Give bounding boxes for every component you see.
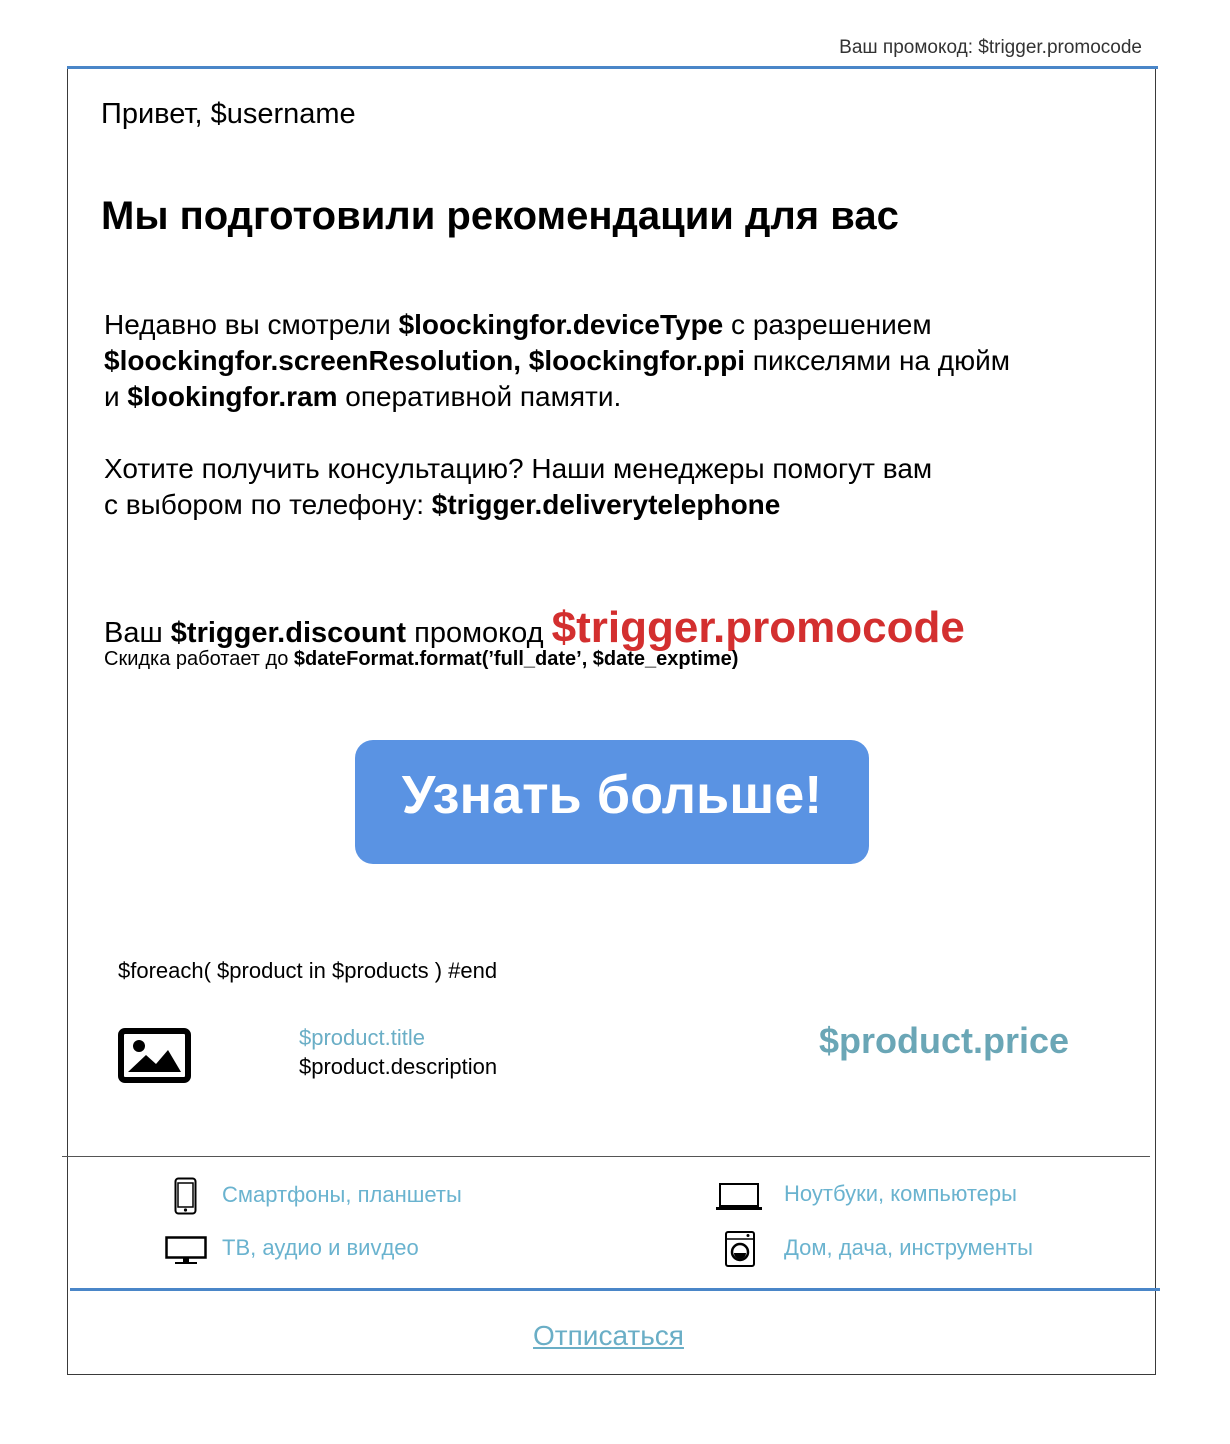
greeting: Привет, $username	[101, 98, 356, 130]
image-icon	[118, 1028, 191, 1083]
category-link-home[interactable]: Дом, дача, инструменты	[784, 1235, 1033, 1260]
unsubscribe	[0, 1320, 1217, 1352]
paragraph-line: $loockingfor.screenResolution, $loockingfor.ppi пикселями на дюйм	[104, 345, 1011, 376]
category-link-laptops[interactable]: Ноутбуки, компьютеры	[784, 1181, 1017, 1206]
category-link-tv[interactable]: ТВ, аудио и виvдео	[222, 1235, 419, 1260]
email-frame	[67, 67, 1156, 1375]
paragraph-line: Недавно вы смотрели $loockingfor.deviceType с разрешением	[104, 309, 932, 340]
paragraph-line: и $lookingfor.ram оперативной памяти.	[104, 381, 622, 412]
product-price: $product.price	[819, 1020, 1070, 1061]
learn-more-button[interactable]: Узнать больше!	[355, 740, 869, 864]
washing-machine-icon	[722, 1230, 758, 1268]
promo-code-note: Ваш промокод: $trigger.promocode	[839, 37, 1142, 58]
promo-code: $trigger.promocode	[551, 603, 965, 652]
paragraph-line: Хотите получить консультацию? Наши менеджеры помогут вам	[104, 453, 933, 484]
page-title: Мы подготовили рекомендации для вас	[101, 194, 899, 238]
footer-divider	[70, 1288, 1160, 1291]
product-title[interactable]: $product.title	[299, 1025, 425, 1050]
paragraph-line: с выбором по телефону: $trigger.deliverytelephone	[104, 489, 781, 520]
unsubscribe-link[interactable]: Отписаться	[533, 1320, 684, 1351]
viewed-device-paragraph	[104, 307, 1010, 415]
discount-expiry: Скидка работает до $dateFormat.format(’full_date’, $date_exptime)	[104, 648, 739, 670]
discount-value: $trigger.discount	[170, 617, 407, 649]
product-loop-marker: $foreach( $product in $products ) #end	[118, 958, 498, 983]
divider	[62, 1156, 1150, 1157]
tv-icon	[165, 1236, 207, 1266]
category-link-smartphones[interactable]: Смартфоны, планшеты	[222, 1182, 462, 1207]
promo-line: Ваш $trigger.discount промокод $trigger.promocode	[104, 603, 965, 652]
consultation-paragraph	[104, 451, 932, 523]
smartphone-icon	[174, 1177, 197, 1215]
product-description: $product.description	[299, 1054, 498, 1079]
top-divider	[67, 66, 1158, 69]
laptop-icon	[715, 1182, 763, 1212]
